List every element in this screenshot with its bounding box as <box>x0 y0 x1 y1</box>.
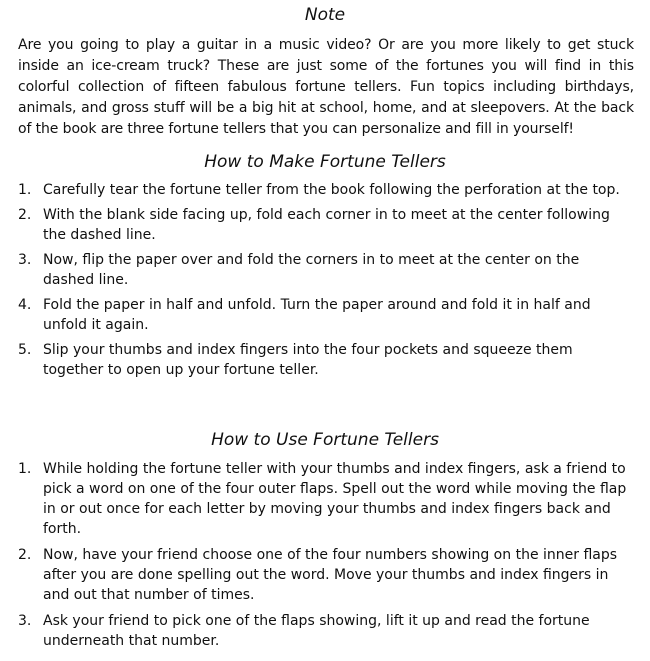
make-heading: How to Make Fortune Tellers <box>204 152 446 172</box>
list-item <box>18 250 634 290</box>
note-title: Note <box>304 5 346 25</box>
use-steps-list <box>18 459 634 657</box>
step-text: Slip your thumbs and index fingers into the four pockets and squeeze them together to open up your fortune teller. <box>43 342 573 378</box>
step-number: 2. <box>18 207 32 223</box>
step-text: Carefully tear the fortune teller from the book following the perforation at the top. <box>43 182 620 198</box>
step-text: Now, flip the paper over and fold the corners in to meet at the center on the dashed line. <box>43 252 580 288</box>
step-text: Fold the paper in half and unfold. Turn the paper around and fold it in half and unfold it again. <box>43 297 591 333</box>
list-item <box>18 545 634 605</box>
list-item <box>18 180 634 200</box>
step-number: 1. <box>18 461 32 477</box>
step-number: 3. <box>18 252 32 268</box>
list-item <box>18 611 634 651</box>
list-item <box>18 340 634 380</box>
list-item <box>18 205 634 245</box>
list-item <box>18 459 634 539</box>
step-number: 1. <box>18 182 32 198</box>
step-text: Now, have your friend choose one of the four numbers showing on the inner flaps after you are done spelling out the word. Move your thumbs and index fingers in and out that number of times. <box>43 547 618 603</box>
step-number: 4. <box>18 297 32 313</box>
step-number: 5. <box>18 342 32 358</box>
step-text: While holding the fortune teller with your thumbs and index fingers, ask a friend to pick a word on one of the four outer flaps. Spell out the word while moving the flap in or out once for each letter by moving your thumbs and index fingers back and forth. <box>43 461 627 537</box>
use-heading: How to Use Fortune Tellers <box>211 430 439 450</box>
intro-paragraph: Are you going to play a guitar in a music video? Or are you more likely to get stuck inside an ice-cream truck? These are just some of the fortunes you will find in this colorful collection of fifteen fabulous fortune tellers. Fun topics including birthdays, animals, and gross stuff will be a big hit at school, home, and at sleepovers. At the back of the book are three fortune tellers that you can personalize and fill in yourself! <box>18 37 634 137</box>
step-text: Ask your friend to pick one of the flaps showing, lift it up and read the fortune underneath that number. <box>43 613 590 649</box>
step-number: 3. <box>18 613 32 629</box>
list-item <box>18 295 634 335</box>
step-number: 2. <box>18 547 32 563</box>
step-text: With the blank side facing up, fold each corner in to meet at the center following the dashed line. <box>43 207 610 243</box>
make-steps-list <box>18 180 634 385</box>
